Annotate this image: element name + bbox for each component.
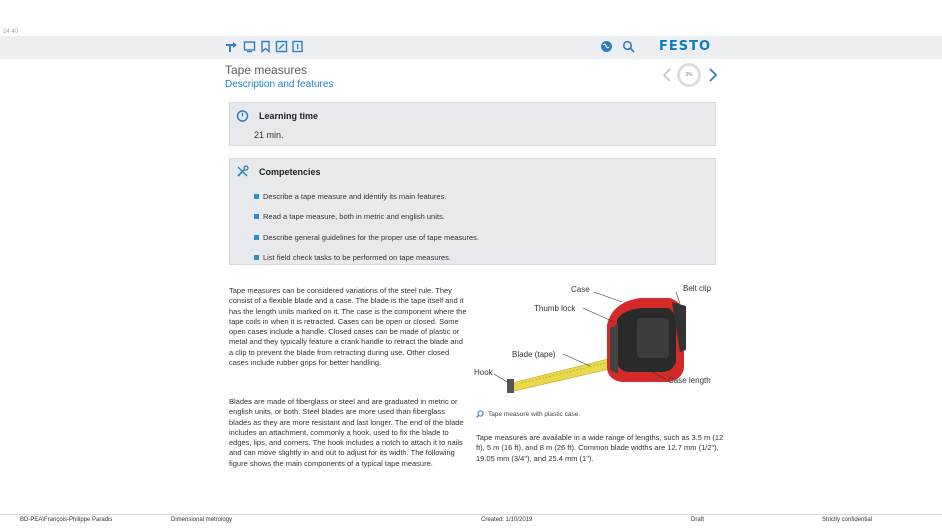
stopwatch-icon xyxy=(236,109,249,122)
competencies-card xyxy=(229,158,716,265)
footer-created: Created: 1/10/2019 xyxy=(481,517,533,523)
tape-measure-figure xyxy=(472,280,752,410)
label-case: Case xyxy=(571,285,590,294)
info-icon[interactable] xyxy=(291,40,304,53)
learning-time-card xyxy=(229,102,716,146)
tools-icon xyxy=(236,165,249,178)
competencies-list xyxy=(254,186,479,268)
figure-caption: Tape measure with plastic case. xyxy=(476,410,580,418)
screen-icon[interactable] xyxy=(243,40,256,53)
globe-icon[interactable] xyxy=(600,40,613,53)
label-blade: Blade (tape) xyxy=(512,350,556,359)
zoom-icon[interactable] xyxy=(476,410,484,418)
label-thumb-lock: Thumb lock xyxy=(534,304,576,313)
slide-number: 24 40 xyxy=(3,29,19,35)
bullet-icon xyxy=(254,235,259,240)
bookmark-icon[interactable] xyxy=(259,40,272,53)
paragraph-blades: Blades are made of fiberglass or steel and are graduated in metric or english units, or both. Steel blades are more used than fiberglass blades as they are more resistant and last longer. The end of the blade includes an attachment, commonly a hook, used to fix the blade to edges, lips, and corners. The hook includes a notch to attach it to nails and can move slightly in and out to adjust for its width. The following figure shows the main components of a typical tape measure. xyxy=(229,397,464,468)
pin-icon[interactable] xyxy=(225,40,238,53)
bullet-icon xyxy=(254,194,259,199)
tape-measure-illustration xyxy=(472,280,752,410)
search-icon[interactable] xyxy=(622,40,635,53)
page-subtitle: Description and features xyxy=(225,79,334,90)
bullet-icon xyxy=(254,214,259,219)
list-item: Read a tape measure, both in metric and english units. xyxy=(254,207,479,228)
footer-confidentiality: Strictly confidential xyxy=(822,517,873,523)
page-title: Tape measures xyxy=(225,63,308,77)
list-item: Describe a tape measure and identify its main features. xyxy=(254,186,479,207)
next-page-button[interactable] xyxy=(703,66,721,84)
edit-icon[interactable] xyxy=(275,40,288,53)
list-item: List field check tasks to be performed on tape measures. xyxy=(254,248,479,269)
top-toolbar xyxy=(0,36,942,59)
footer-author: BD-PEA\François-Philippe Paradis xyxy=(20,517,113,523)
footer-status: Draft xyxy=(691,517,705,523)
festo-logo: FESTO xyxy=(659,39,712,54)
list-item: Describe general guidelines for the proper use of tape measures. xyxy=(254,227,479,248)
label-hook: Hook xyxy=(474,368,493,377)
label-belt-clip: Belt clip xyxy=(683,284,712,293)
previous-page-button[interactable] xyxy=(659,66,677,84)
paragraph-lengths: Tape measures are available in a wide range of lengths, such as 3.5 m (12 ft), 5 m (16 ft), and 8 m (26 ft). Common blade widths are 12.7 mm (1/2"), 19.05 mm (3/4"), and 25.4 mm (1"). xyxy=(476,433,724,463)
progress-indicator: 3% xyxy=(677,63,701,87)
footer-divider xyxy=(0,514,942,515)
competencies-heading: Competencies xyxy=(259,166,321,177)
label-case-length: Case length xyxy=(668,376,711,385)
footer-course: Dimensional metrology xyxy=(171,517,233,523)
learning-time-heading: Learning time xyxy=(259,110,319,121)
paragraph-intro: Tape measures can be considered variations of the steel rule. They consist of a flexible blade and a case. The blade is the tape itself and it has the length units marked on it. The case is the component where the tape coils in when it is retracted. Cases can be open or closed. Some open cases include a handle. Closed cases can be made of plastic or metal and they typically feature a crank handle to retract the blade and a clip to prevent the blade from retracting during use. Other closed cases include rubber grips for better handling. xyxy=(229,286,467,368)
learning-time-value: 21 min. xyxy=(254,130,284,140)
bullet-icon xyxy=(254,255,259,260)
